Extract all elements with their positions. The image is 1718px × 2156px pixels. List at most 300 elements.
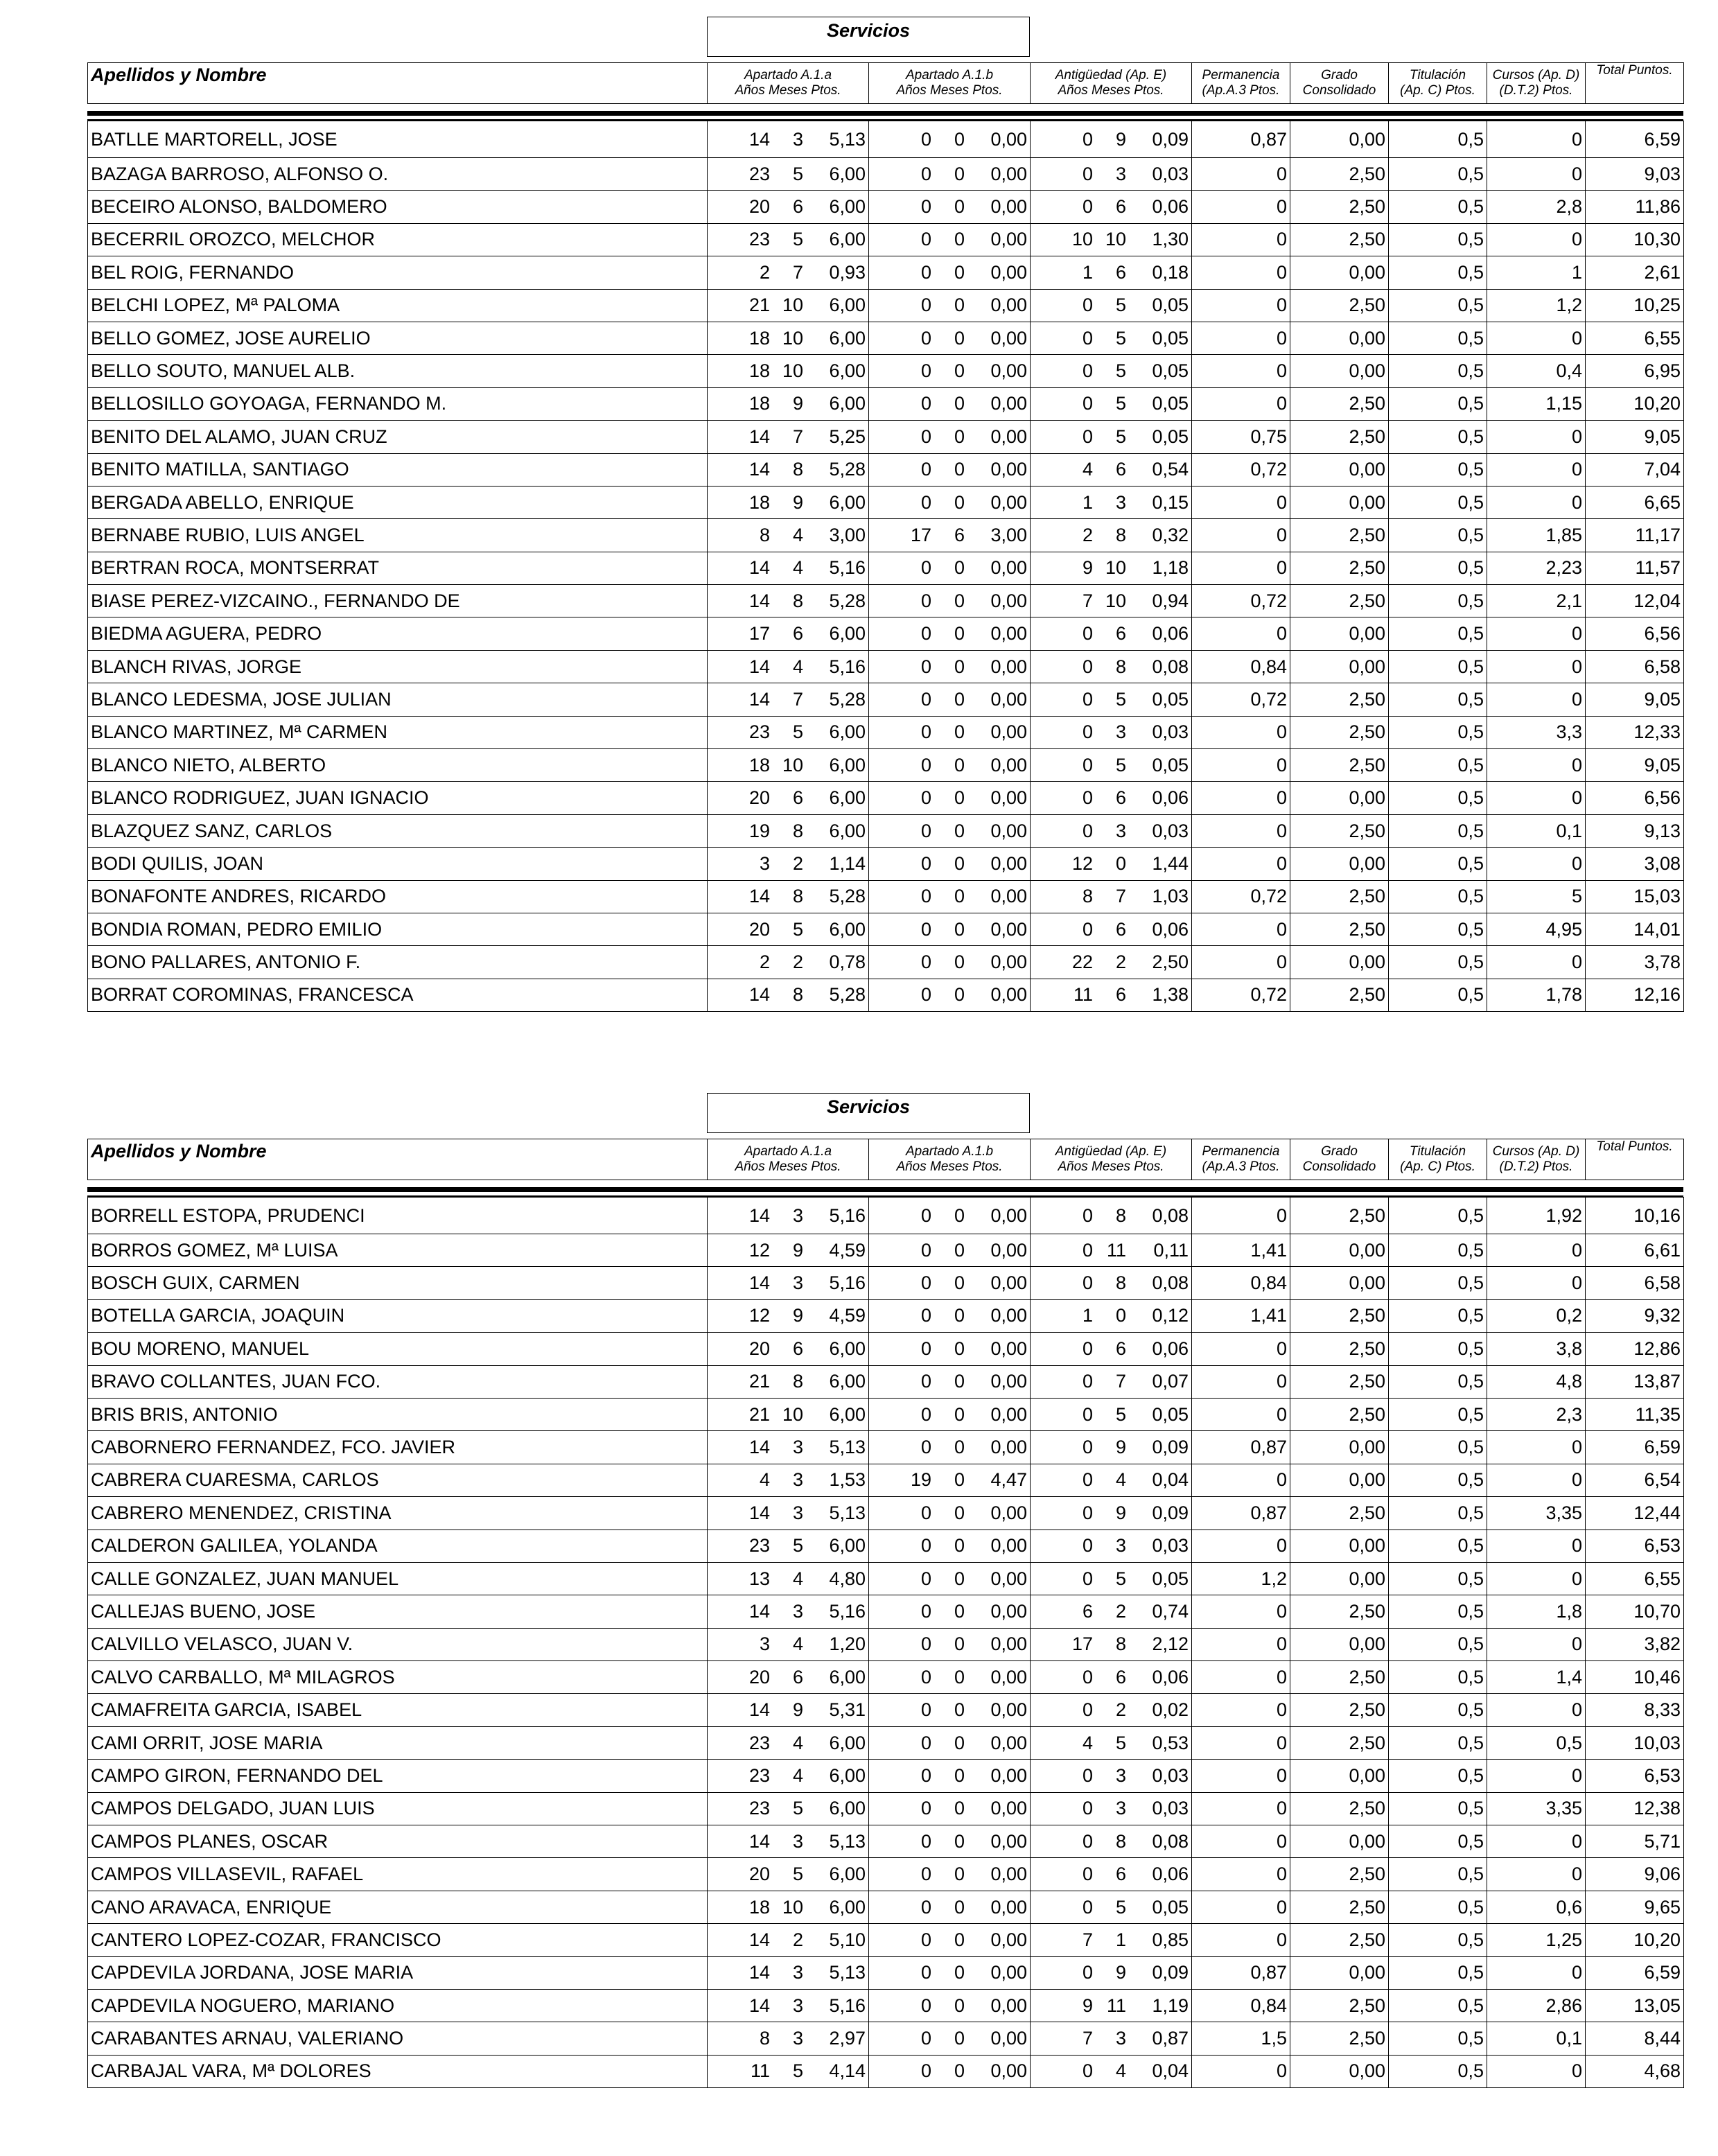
cell-antig-years: 0 <box>1082 196 1093 218</box>
cell-a1b-months: 0 <box>954 327 965 349</box>
cell-a1a-years: 20 <box>748 787 770 809</box>
cell-perm: 0 <box>1192 1530 1290 1562</box>
cell-cursos: 0 <box>1487 848 1586 880</box>
cell-a1a-points: 6,00 <box>829 229 866 250</box>
cell-a1b-years: 0 <box>920 1995 931 2016</box>
cell-a1b <box>869 782 1031 814</box>
cell-a1b-years: 0 <box>920 1600 931 1622</box>
cell-antig-months: 8 <box>1115 524 1126 545</box>
cell-a1a-points: 5,16 <box>829 1272 866 1294</box>
cell-a1b <box>869 1267 1031 1299</box>
cell-a1a-years: 20 <box>748 1338 770 1359</box>
cell-a1b-months: 0 <box>954 1338 965 1359</box>
cell-grado: 2,50 <box>1290 1661 1389 1694</box>
cell-a1b-months: 0 <box>954 688 965 710</box>
cell-a1b-years: 0 <box>920 918 931 940</box>
cell-cursos: 1 <box>1487 256 1586 289</box>
cell-perm: 0 <box>1192 1891 1290 1923</box>
cell-titul: 0,5 <box>1389 1891 1487 1923</box>
cell-a1a-months: 3 <box>792 1502 803 1523</box>
table-row <box>88 322 1684 354</box>
cell-cursos: 2,23 <box>1487 552 1586 584</box>
cell-a1b-points: 0,00 <box>990 623 1027 645</box>
cell-a1a-months: 3 <box>792 128 803 150</box>
cell-antig <box>1031 519 1192 552</box>
cell-a1b-years: 0 <box>920 327 931 349</box>
cell-cursos: 0 <box>1487 1464 1586 1496</box>
cell-antig-years: 0 <box>1082 1798 1093 1819</box>
cell-a1a-months: 5 <box>792 2060 803 2082</box>
cell-total: 9,05 <box>1586 421 1684 453</box>
cell-a1b-points: 0,00 <box>990 721 1027 743</box>
cell-antig-months: 1 <box>1115 1929 1126 1950</box>
cell-a1b-points: 0,00 <box>990 426 1027 447</box>
cell-titul: 0,5 <box>1389 1267 1487 1299</box>
cell-antig-years: 0 <box>1082 1962 1093 1983</box>
cell-antig-months: 5 <box>1115 688 1126 710</box>
cell-a1a <box>708 1365 869 1398</box>
cell-a1b-years: 0 <box>920 754 931 775</box>
cell-grado: 2,50 <box>1290 1333 1389 1365</box>
cell-a1a-points: 6,00 <box>829 1338 866 1359</box>
cell-a1a <box>708 1694 869 1726</box>
cell-a1b-points: 0,00 <box>990 1732 1027 1753</box>
cell-a1b-months: 0 <box>954 1535 965 1557</box>
header-grado-line1: Grado <box>1321 68 1358 82</box>
cell-antig-points: 0,06 <box>1152 623 1189 645</box>
cell-a1a-points: 6,00 <box>829 820 866 841</box>
cell-grado: 2,50 <box>1290 289 1389 322</box>
header-name-col: Apellidos y Nombre <box>88 63 708 104</box>
cell-antig-years: 0 <box>1082 918 1093 940</box>
cell-antig-points: 0,04 <box>1152 1469 1189 1491</box>
cell-name: CABRERA CUARESMA, CARLOS <box>88 1464 708 1496</box>
cell-antig <box>1031 1562 1192 1595</box>
cell-a1a <box>708 552 869 584</box>
cell-grado: 0,00 <box>1290 1825 1389 1858</box>
cell-a1b-points: 0,00 <box>990 1666 1027 1688</box>
cell-a1a-years: 14 <box>748 1600 770 1622</box>
cell-perm: 0,87 <box>1192 1497 1290 1530</box>
table-row <box>88 979 1684 1011</box>
cell-grado: 2,50 <box>1290 1497 1389 1530</box>
cell-a1b-months: 0 <box>954 1633 965 1655</box>
cell-a1a-points: 5,16 <box>829 1995 866 2016</box>
cell-a1a-months: 6 <box>792 196 803 218</box>
cell-a1b-months: 0 <box>954 1962 965 1983</box>
cell-antig <box>1031 1825 1192 1858</box>
cell-titul: 0,5 <box>1389 585 1487 617</box>
cell-a1a-years: 3 <box>759 1633 770 1655</box>
cell-antig-points: 1,18 <box>1152 557 1189 579</box>
cell-a1b-years: 0 <box>920 196 931 218</box>
cell-name: CAPDEVILA JORDANA, JOSE MARIA <box>88 1956 708 1989</box>
cell-antig-months: 6 <box>1115 261 1126 283</box>
cell-a1a-points: 6,00 <box>829 163 866 184</box>
cell-antig-points: 0,05 <box>1152 754 1189 775</box>
cell-a1a-years: 14 <box>748 656 770 677</box>
cell-antig <box>1031 1299 1192 1332</box>
cell-a1a <box>708 256 869 289</box>
cell-a1b <box>869 1530 1031 1562</box>
cell-a1a <box>708 322 869 354</box>
cell-antig-years: 4 <box>1082 1732 1093 1753</box>
cell-grado: 2,50 <box>1290 421 1389 453</box>
cell-titul: 0,5 <box>1389 617 1487 650</box>
cell-name: BERGADA ABELLO, ENRIQUE <box>88 486 708 518</box>
cell-antig-years: 1 <box>1082 491 1093 513</box>
cell-a1a <box>708 814 869 847</box>
cell-total: 11,57 <box>1586 552 1684 584</box>
table-row <box>88 1989 1684 2022</box>
cell-antig-months: 9 <box>1115 1962 1126 1983</box>
cell-antig-months: 6 <box>1115 1338 1126 1359</box>
cell-a1a <box>708 2055 869 2087</box>
cell-grado: 0,00 <box>1290 121 1389 158</box>
table-row <box>88 1726 1684 1759</box>
cell-a1a <box>708 585 869 617</box>
cell-a1b-points: 0,00 <box>990 1502 1027 1523</box>
cell-a1b <box>869 1989 1031 2022</box>
cell-perm: 0 <box>1192 782 1290 814</box>
cell-antig-months: 3 <box>1115 163 1126 184</box>
cell-total: 9,03 <box>1586 158 1684 191</box>
cell-total: 13,87 <box>1586 1365 1684 1398</box>
table-row <box>88 486 1684 518</box>
cell-cursos: 0,6 <box>1487 1891 1586 1923</box>
cell-name: BRIS BRIS, ANTONIO <box>88 1398 708 1430</box>
cell-perm: 0 <box>1192 1365 1290 1398</box>
table-row <box>88 2055 1684 2087</box>
cell-a1a-months: 5 <box>792 1535 803 1557</box>
cell-a1a-months: 4 <box>792 557 803 579</box>
cell-a1a <box>708 1924 869 1956</box>
cell-a1b-years: 0 <box>920 1764 931 1786</box>
cell-total: 5,71 <box>1586 1825 1684 1858</box>
cell-a1a-months: 10 <box>782 295 803 316</box>
cell-antig-years: 0 <box>1082 1535 1093 1557</box>
cell-total: 2,61 <box>1586 256 1684 289</box>
cell-grado: 2,50 <box>1290 1858 1389 1891</box>
cell-a1b-years: 0 <box>920 721 931 743</box>
cell-perm: 0,72 <box>1192 880 1290 913</box>
cell-a1a <box>708 519 869 552</box>
cell-a1a-months: 10 <box>782 1403 803 1425</box>
cell-a1b-months: 0 <box>954 820 965 841</box>
cell-antig-points: 2,50 <box>1152 952 1189 973</box>
cell-a1b-points: 0,00 <box>990 1864 1027 1885</box>
table-row <box>88 1530 1684 1562</box>
cell-a1b <box>869 1562 1031 1595</box>
cell-antig <box>1031 617 1192 650</box>
cell-grado: 0,00 <box>1290 355 1389 387</box>
cell-a1b <box>869 617 1031 650</box>
cell-antig <box>1031 1924 1192 1956</box>
cell-a1a-months: 2 <box>792 1929 803 1950</box>
cell-antig <box>1031 387 1192 420</box>
cell-a1a <box>708 683 869 716</box>
cell-a1b <box>869 1924 1031 1956</box>
cell-name: CAMPOS VILLASEVIL, RAFAEL <box>88 1858 708 1891</box>
cell-total: 6,55 <box>1586 322 1684 354</box>
cell-antig-months: 6 <box>1115 1666 1126 1688</box>
cell-perm: 0,87 <box>1192 1431 1290 1464</box>
cell-a1b-months: 0 <box>954 886 965 907</box>
cell-a1b-years: 0 <box>920 1732 931 1753</box>
cell-name: BLANCO NIETO, ALBERTO <box>88 749 708 782</box>
cell-a1a-points: 5,10 <box>829 1929 866 1950</box>
cell-total: 13,05 <box>1586 1989 1684 2022</box>
cell-antig-months: 0 <box>1115 852 1126 874</box>
cell-antig <box>1031 289 1192 322</box>
cell-a1b-points: 0,00 <box>990 1962 1027 1983</box>
cell-cursos: 0 <box>1487 1267 1586 1299</box>
cell-antig-points: 0,32 <box>1152 524 1189 545</box>
cell-a1b-years: 0 <box>920 1896 931 1918</box>
cell-a1b-points: 0,00 <box>990 754 1027 775</box>
cell-a1a <box>708 223 869 256</box>
cell-a1a-points: 1,20 <box>829 1633 866 1655</box>
cell-a1a-points: 6,00 <box>829 491 866 513</box>
cell-a1a <box>708 880 869 913</box>
cell-perm: 0,87 <box>1192 1956 1290 1989</box>
cell-antig-months: 4 <box>1115 1469 1126 1491</box>
cell-titul: 0,5 <box>1389 453 1487 486</box>
cell-a1b <box>869 121 1031 158</box>
table-row <box>88 552 1684 584</box>
cell-antig-months: 11 <box>1106 1239 1126 1261</box>
cell-a1b-months: 0 <box>954 2060 965 2082</box>
cell-antig-years: 0 <box>1082 721 1093 743</box>
cell-grado: 2,50 <box>1290 1595 1389 1628</box>
table-row <box>88 256 1684 289</box>
cell-a1a-months: 4 <box>792 1568 803 1589</box>
header-a1b-line1: Apartado A.1.b <box>905 1144 994 1159</box>
cell-grado: 2,50 <box>1290 2022 1389 2055</box>
cell-antig-points: 0,05 <box>1152 426 1189 447</box>
cell-antig-points: 1,03 <box>1152 886 1189 907</box>
cell-antig-months: 9 <box>1115 128 1126 150</box>
cell-total: 9,32 <box>1586 1299 1684 1332</box>
cell-antig-years: 11 <box>1073 984 1093 1006</box>
cell-a1b <box>869 1726 1031 1759</box>
cell-a1a-months: 3 <box>792 1469 803 1491</box>
cell-perm: 0,72 <box>1192 683 1290 716</box>
cell-antig-years: 7 <box>1082 2028 1093 2049</box>
cell-antig <box>1031 1198 1192 1234</box>
table-row <box>88 1299 1684 1332</box>
cell-titul: 0,5 <box>1389 1595 1487 1628</box>
cell-antig-years: 0 <box>1082 1699 1093 1721</box>
cell-perm: 0 <box>1192 158 1290 191</box>
cell-antig-years: 0 <box>1082 163 1093 184</box>
cell-cursos: 5 <box>1487 880 1586 913</box>
cell-name: CABRERO MENENDEZ, CRISTINA <box>88 1497 708 1530</box>
cell-a1a-years: 3 <box>759 852 770 874</box>
cell-a1a-points: 5,13 <box>829 1502 866 1523</box>
cell-grado: 0,00 <box>1290 322 1389 354</box>
cell-titul: 0,5 <box>1389 1628 1487 1660</box>
cell-cursos: 0 <box>1487 158 1586 191</box>
cell-antig-years: 0 <box>1082 1469 1093 1491</box>
cell-antig-months: 6 <box>1115 787 1126 809</box>
header-divider-thick <box>87 1187 1683 1192</box>
cell-cursos: 0 <box>1487 1530 1586 1562</box>
cell-a1b-months: 0 <box>954 1699 965 1721</box>
cell-a1b-months: 0 <box>954 952 965 973</box>
cell-a1b-points: 0,00 <box>990 1995 1027 2016</box>
cell-a1b-years: 0 <box>920 852 931 874</box>
header-cursos-line1: Cursos (Ap. D) <box>1492 1144 1580 1159</box>
cell-a1a <box>708 289 869 322</box>
cell-total: 6,95 <box>1586 355 1684 387</box>
cell-grado: 2,50 <box>1290 1299 1389 1332</box>
cell-a1b <box>869 1333 1031 1365</box>
header-perm <box>1192 63 1290 104</box>
cell-titul: 0,5 <box>1389 650 1487 683</box>
cell-a1b-points: 0,00 <box>990 787 1027 809</box>
cell-antig-months: 5 <box>1115 754 1126 775</box>
cell-a1a-points: 0,93 <box>829 261 866 283</box>
cell-a1a <box>708 1267 869 1299</box>
cell-antig-years: 0 <box>1082 327 1093 349</box>
table-row <box>88 1198 1684 1234</box>
cell-grado: 2,50 <box>1290 1365 1389 1398</box>
cell-grado: 0,00 <box>1290 1628 1389 1660</box>
cell-a1a-months: 3 <box>792 1995 803 2016</box>
cell-grado: 2,50 <box>1290 683 1389 716</box>
cell-antig-years: 0 <box>1082 1338 1093 1359</box>
cell-a1b <box>869 683 1031 716</box>
cell-perm: 0 <box>1192 387 1290 420</box>
cell-a1a <box>708 1760 869 1792</box>
cell-perm: 0 <box>1192 322 1290 354</box>
cell-a1a-points: 6,00 <box>829 1798 866 1819</box>
cell-antig-years: 0 <box>1082 1403 1093 1425</box>
cell-name: BELLO SOUTO, MANUEL ALB. <box>88 355 708 387</box>
table-row <box>88 2022 1684 2055</box>
cell-antig <box>1031 749 1192 782</box>
cell-perm: 0,72 <box>1192 979 1290 1011</box>
cell-titul: 0,5 <box>1389 814 1487 847</box>
cell-titul: 0,5 <box>1389 191 1487 223</box>
cell-a1a-points: 6,00 <box>829 1732 866 1753</box>
header-antig-line2: Años Meses Ptos. <box>1058 1159 1164 1174</box>
cell-a1b-years: 0 <box>920 426 931 447</box>
cell-a1b-months: 0 <box>954 1830 965 1852</box>
cell-antig-points: 0,05 <box>1152 327 1189 349</box>
cell-perm: 0,84 <box>1192 1989 1290 2022</box>
cell-a1a-points: 5,28 <box>829 984 866 1006</box>
cell-perm: 0 <box>1192 913 1290 945</box>
cell-cursos: 1,15 <box>1487 387 1586 420</box>
cell-antig-points: 0,05 <box>1152 295 1189 316</box>
cell-grado: 2,50 <box>1290 519 1389 552</box>
cell-titul: 0,5 <box>1389 486 1487 518</box>
cell-grado: 2,50 <box>1290 1726 1389 1759</box>
cell-a1b-months: 0 <box>954 1798 965 1819</box>
cell-antig <box>1031 552 1192 584</box>
cell-a1b-months: 0 <box>954 1568 965 1589</box>
cell-antig-points: 0,06 <box>1152 918 1189 940</box>
cell-grado: 2,50 <box>1290 913 1389 945</box>
cell-antig-months: 5 <box>1115 327 1126 349</box>
cell-a1a-months: 9 <box>792 1305 803 1326</box>
cell-cursos: 0 <box>1487 946 1586 979</box>
cell-a1a-months: 6 <box>792 787 803 809</box>
cell-titul: 0,5 <box>1389 2055 1487 2087</box>
cell-antig-months: 7 <box>1115 886 1126 907</box>
cell-antig-months: 6 <box>1115 1864 1126 1885</box>
cell-titul: 0,5 <box>1389 1792 1487 1825</box>
cell-a1a-months: 3 <box>792 1962 803 1983</box>
cell-antig-months: 3 <box>1115 820 1126 841</box>
cell-a1b-months: 0 <box>954 393 965 414</box>
cell-antig-months: 2 <box>1115 1699 1126 1721</box>
cell-antig-months: 5 <box>1115 393 1126 414</box>
cell-name: BECEIRO ALONSO, BALDOMERO <box>88 191 708 223</box>
table-row <box>88 848 1684 880</box>
cell-a1b-months: 0 <box>954 1929 965 1950</box>
cell-cursos: 2,8 <box>1487 191 1586 223</box>
cell-a1a <box>708 191 869 223</box>
cell-a1b <box>869 158 1031 191</box>
cell-a1a-months: 3 <box>792 1600 803 1622</box>
cell-a1a-years: 14 <box>748 886 770 907</box>
cell-name: BOTELLA GARCIA, JOAQUIN <box>88 1299 708 1332</box>
cell-a1a-months: 5 <box>792 1864 803 1885</box>
cell-antig-years: 0 <box>1082 295 1093 316</box>
cell-antig <box>1031 814 1192 847</box>
cell-antig-points: 0,06 <box>1152 1338 1189 1359</box>
cell-a1a <box>708 486 869 518</box>
cell-a1b-years: 0 <box>920 952 931 973</box>
cell-titul: 0,5 <box>1389 1760 1487 1792</box>
cell-name: CAMPOS PLANES, OSCAR <box>88 1825 708 1858</box>
cell-antig-months: 0 <box>1115 1305 1126 1326</box>
cell-a1b-months: 0 <box>954 852 965 874</box>
cell-a1a-months: 6 <box>792 623 803 645</box>
cell-antig-years: 0 <box>1082 1239 1093 1261</box>
cell-a1a-points: 6,00 <box>829 1371 866 1392</box>
cell-total: 6,59 <box>1586 121 1684 158</box>
table-row <box>88 223 1684 256</box>
cell-antig-points: 0,05 <box>1152 1896 1189 1918</box>
cell-a1b-years: 0 <box>920 557 931 579</box>
cell-a1b-years: 0 <box>920 1305 931 1326</box>
cell-titul: 0,5 <box>1389 1924 1487 1956</box>
cell-a1b-months: 0 <box>954 360 965 382</box>
cell-antig <box>1031 421 1192 453</box>
cell-a1a-points: 5,28 <box>829 886 866 907</box>
cell-a1a-points: 1,14 <box>829 852 866 874</box>
cell-a1a-years: 23 <box>748 1732 770 1753</box>
cell-cursos: 2,1 <box>1487 585 1586 617</box>
header-a1b-line2: Años Meses Ptos. <box>896 83 1003 98</box>
header-divider-thick <box>87 111 1683 116</box>
cell-titul: 0,5 <box>1389 913 1487 945</box>
cell-perm: 1,41 <box>1192 1299 1290 1332</box>
cell-a1b <box>869 1365 1031 1398</box>
cell-total: 10,03 <box>1586 1726 1684 1759</box>
cell-a1a-points: 5,16 <box>829 1204 866 1226</box>
cell-a1a-points: 4,59 <box>829 1305 866 1326</box>
cell-a1b-points: 0,00 <box>990 1403 1027 1425</box>
cell-total: 14,01 <box>1586 913 1684 945</box>
cell-cursos: 1,85 <box>1487 519 1586 552</box>
cell-a1a-months: 4 <box>792 524 803 545</box>
cell-a1a <box>708 1891 869 1923</box>
